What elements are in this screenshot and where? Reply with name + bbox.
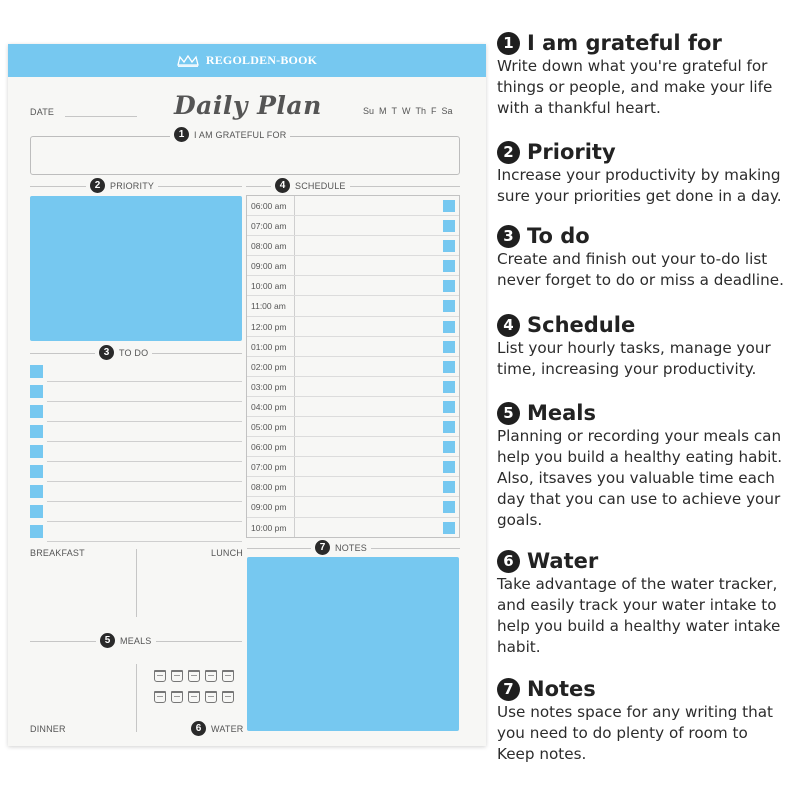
feature-description-line: Increase your productivity by making bbox=[497, 166, 781, 184]
feature-number-badge: 6 bbox=[497, 550, 520, 573]
feature-heading bbox=[497, 401, 797, 425]
feature-description-line: Planning or recording your meals can bbox=[497, 427, 782, 445]
todo-item[interactable] bbox=[30, 422, 242, 442]
water-cup-icon[interactable] bbox=[171, 670, 183, 682]
todo-checkbox[interactable] bbox=[30, 365, 43, 378]
schedule-time: 09:00 pm bbox=[251, 502, 287, 513]
feature-description-line: day that you can use to achieve your bbox=[497, 490, 781, 508]
schedule-checkbox[interactable] bbox=[443, 501, 455, 513]
schedule-checkbox[interactable] bbox=[443, 300, 455, 312]
todo-label: TO DO bbox=[119, 347, 149, 358]
feature-heading bbox=[497, 677, 797, 701]
lunch-label: LUNCH bbox=[211, 548, 244, 558]
weekday-option[interactable]: Th bbox=[415, 106, 427, 116]
schedule-row[interactable] bbox=[247, 276, 459, 296]
schedule-checkbox[interactable] bbox=[443, 441, 455, 453]
feature-number-badge: 4 bbox=[497, 314, 520, 337]
schedule-checkbox[interactable] bbox=[443, 401, 455, 413]
daily-planner-sheet bbox=[8, 44, 486, 746]
schedule-checkbox[interactable] bbox=[443, 522, 455, 534]
todo-list bbox=[30, 362, 242, 542]
schedule-checkbox[interactable] bbox=[443, 361, 455, 373]
weekday-option[interactable]: F bbox=[431, 106, 437, 116]
todo-checkbox[interactable] bbox=[30, 465, 43, 478]
schedule-label: SCHEDULE bbox=[295, 180, 346, 191]
number-badge: 5 bbox=[100, 633, 115, 648]
feature-title: To do bbox=[527, 224, 590, 248]
water-heading bbox=[187, 721, 248, 736]
header-bar bbox=[8, 44, 486, 77]
feature-description-line: and easily track your water intake to bbox=[497, 596, 777, 614]
weekday-option[interactable]: T bbox=[391, 106, 398, 116]
schedule-row[interactable] bbox=[247, 236, 459, 256]
schedule-row[interactable] bbox=[247, 477, 459, 497]
feature-description-line: Take advantage of the water tracker, bbox=[497, 575, 778, 593]
schedule-row[interactable] bbox=[247, 377, 459, 397]
priority-label: PRIORITY bbox=[110, 180, 155, 191]
brand-name: REGOLDEN-BOOK bbox=[205, 53, 318, 67]
water-cup-icon[interactable] bbox=[154, 691, 166, 703]
water-cup-icon[interactable] bbox=[171, 691, 183, 703]
feature-heading bbox=[497, 224, 797, 248]
water-cup-icon[interactable] bbox=[205, 670, 217, 682]
feature-item bbox=[497, 677, 797, 764]
feature-heading bbox=[497, 140, 797, 164]
schedule-table bbox=[246, 195, 460, 538]
water-label: WATER bbox=[211, 723, 244, 734]
feature-title: Priority bbox=[527, 140, 616, 164]
feature-number-badge: 1 bbox=[497, 32, 520, 55]
todo-checkbox[interactable] bbox=[30, 385, 43, 398]
brand-logo bbox=[177, 53, 317, 68]
date-label: DATE bbox=[30, 107, 55, 117]
schedule-row[interactable] bbox=[247, 337, 459, 357]
water-cup-icon[interactable] bbox=[222, 691, 234, 703]
feature-item bbox=[497, 549, 797, 657]
meals-divider-bottom bbox=[136, 664, 137, 732]
todo-item[interactable] bbox=[30, 362, 242, 382]
schedule-checkbox[interactable] bbox=[443, 200, 455, 212]
grateful-label: I AM GRATEFUL FOR bbox=[194, 129, 287, 140]
schedule-row[interactable] bbox=[247, 397, 459, 417]
feature-description-line: goals. bbox=[497, 511, 543, 529]
todo-checkbox[interactable] bbox=[30, 525, 43, 538]
water-cup-icon[interactable] bbox=[154, 670, 166, 682]
feature-description-line: time, increasing your productivity. bbox=[497, 360, 757, 378]
weekday-option[interactable]: M bbox=[379, 106, 387, 116]
schedule-row[interactable] bbox=[247, 437, 459, 457]
schedule-time: 10:00 pm bbox=[251, 522, 287, 533]
schedule-row[interactable] bbox=[247, 296, 459, 316]
water-cup-icon[interactable] bbox=[188, 670, 200, 682]
feature-title: I am grateful for bbox=[527, 31, 722, 55]
meals-divider-top bbox=[136, 549, 137, 617]
notes-heading bbox=[311, 540, 371, 555]
todo-checkbox[interactable] bbox=[30, 425, 43, 438]
meals-heading bbox=[96, 633, 156, 648]
dinner-label: DINNER bbox=[30, 724, 66, 734]
schedule-row[interactable] bbox=[247, 317, 459, 337]
feature-title: Water bbox=[527, 549, 599, 573]
feature-description-line: you need to do plenty of room to bbox=[497, 724, 748, 742]
todo-checkbox[interactable] bbox=[30, 405, 43, 418]
number-badge: 2 bbox=[90, 178, 105, 193]
schedule-checkbox[interactable] bbox=[443, 341, 455, 353]
feature-description-line: Create and finish out your to-do list bbox=[497, 250, 768, 268]
feature-description-line: habit. bbox=[497, 638, 541, 656]
feature-number-badge: 5 bbox=[497, 402, 520, 425]
weekday-option[interactable]: Su bbox=[363, 106, 375, 116]
grateful-heading bbox=[170, 127, 290, 142]
schedule-time: 02:00 pm bbox=[251, 361, 287, 372]
feature-heading bbox=[497, 313, 797, 337]
feature-title: Meals bbox=[527, 401, 597, 425]
number-badge: 7 bbox=[315, 540, 330, 555]
schedule-row[interactable] bbox=[247, 417, 459, 437]
todo-item[interactable] bbox=[30, 502, 242, 522]
water-cup-icon[interactable] bbox=[188, 691, 200, 703]
schedule-time: 01:00 pm bbox=[251, 341, 287, 352]
schedule-checkbox[interactable] bbox=[443, 481, 455, 493]
todo-item[interactable] bbox=[30, 482, 242, 502]
schedule-time: 07:00 pm bbox=[251, 462, 287, 473]
feature-description-line: List your hourly tasks, manage your bbox=[497, 339, 771, 357]
schedule-checkbox[interactable] bbox=[443, 461, 455, 473]
feature-heading bbox=[497, 31, 797, 55]
feature-number-badge: 7 bbox=[497, 678, 520, 701]
schedule-time: 05:00 pm bbox=[251, 422, 287, 433]
number-badge: 3 bbox=[99, 345, 114, 360]
feature-description-line: with a thankful heart. bbox=[497, 99, 661, 117]
schedule-time: 03:00 pm bbox=[251, 381, 287, 392]
number-badge: 6 bbox=[191, 721, 206, 736]
meals-label: MEALS bbox=[120, 635, 152, 646]
priority-heading bbox=[86, 178, 158, 193]
date-line bbox=[65, 116, 137, 117]
feature-title: Notes bbox=[527, 677, 596, 701]
feature-title: Schedule bbox=[527, 313, 636, 337]
todo-checkbox[interactable] bbox=[30, 485, 43, 498]
breakfast-label: BREAKFAST bbox=[30, 548, 85, 558]
feature-description-line: Keep notes. bbox=[497, 745, 587, 763]
feature-description-line: help you build a healthy eating habit. bbox=[497, 448, 783, 466]
feature-item bbox=[497, 224, 797, 290]
schedule-time: 12:00 pm bbox=[251, 321, 287, 332]
todo-checkbox[interactable] bbox=[30, 505, 43, 518]
todo-line bbox=[47, 541, 242, 542]
schedule-time: 06:00 am bbox=[251, 201, 287, 211]
feature-number-badge: 2 bbox=[497, 141, 520, 164]
weekday-option[interactable]: Sa bbox=[441, 106, 453, 116]
page-title: Daily Plan bbox=[174, 91, 322, 120]
feature-number-badge: 3 bbox=[497, 225, 520, 248]
todo-heading bbox=[95, 345, 152, 360]
schedule-row[interactable] bbox=[247, 497, 459, 517]
feature-heading bbox=[497, 549, 797, 573]
feature-item bbox=[497, 31, 797, 118]
water-cup-icon[interactable] bbox=[222, 670, 234, 682]
crown-icon bbox=[177, 55, 199, 67]
todo-item[interactable] bbox=[30, 402, 242, 422]
schedule-checkbox[interactable] bbox=[443, 260, 455, 272]
schedule-row[interactable] bbox=[247, 196, 459, 216]
schedule-time: 09:00 am bbox=[251, 261, 287, 272]
schedule-time: 06:00 pm bbox=[251, 442, 287, 453]
schedule-row[interactable] bbox=[247, 457, 459, 477]
feature-description-line: never forget to do or miss a deadline. bbox=[497, 271, 784, 289]
feature-description-line: Write down what you're grateful for bbox=[497, 57, 768, 75]
schedule-row[interactable] bbox=[247, 256, 459, 276]
feature-description-line: things or people, and make your life bbox=[497, 78, 773, 96]
number-badge: 4 bbox=[275, 178, 290, 193]
todo-item[interactable] bbox=[30, 462, 242, 482]
schedule-checkbox[interactable] bbox=[443, 381, 455, 393]
priority-box[interactable] bbox=[30, 196, 242, 341]
water-cup-icon[interactable] bbox=[205, 691, 217, 703]
feature-item bbox=[497, 140, 797, 206]
schedule-time: 10:00 am bbox=[251, 281, 287, 292]
schedule-time: 04:00 pm bbox=[251, 401, 287, 412]
schedule-checkbox[interactable] bbox=[443, 280, 455, 292]
weekday-option[interactable]: W bbox=[402, 106, 411, 116]
feature-description-line: help you build a healthy water intake bbox=[497, 617, 781, 635]
feature-description-line: Use notes space for any writing that bbox=[497, 703, 773, 721]
weekday-selector bbox=[363, 106, 453, 116]
schedule-row[interactable] bbox=[247, 357, 459, 377]
feature-description-line: Also, itsaves you valuable time each bbox=[497, 469, 775, 487]
notes-box[interactable] bbox=[247, 557, 459, 731]
feature-description-line: sure your priorities get done in a day. bbox=[497, 187, 782, 205]
feature-item bbox=[497, 401, 797, 530]
schedule-row[interactable] bbox=[247, 216, 459, 236]
schedule-time: 08:00 pm bbox=[251, 482, 287, 493]
todo-checkbox[interactable] bbox=[30, 445, 43, 458]
schedule-time: 08:00 am bbox=[251, 241, 287, 252]
notes-label: NOTES bbox=[335, 542, 368, 553]
schedule-checkbox[interactable] bbox=[443, 220, 455, 232]
schedule-row[interactable] bbox=[247, 518, 459, 538]
feature-item bbox=[497, 313, 797, 379]
schedule-time: 11:00 am bbox=[251, 301, 286, 312]
number-badge: 1 bbox=[174, 127, 189, 142]
schedule-heading bbox=[271, 178, 350, 193]
schedule-checkbox[interactable] bbox=[443, 321, 455, 333]
todo-item[interactable] bbox=[30, 382, 242, 402]
schedule-checkbox[interactable] bbox=[443, 240, 455, 252]
todo-item[interactable] bbox=[30, 522, 242, 542]
todo-item[interactable] bbox=[30, 442, 242, 462]
schedule-time: 07:00 am bbox=[251, 221, 287, 232]
schedule-checkbox[interactable] bbox=[443, 421, 455, 433]
